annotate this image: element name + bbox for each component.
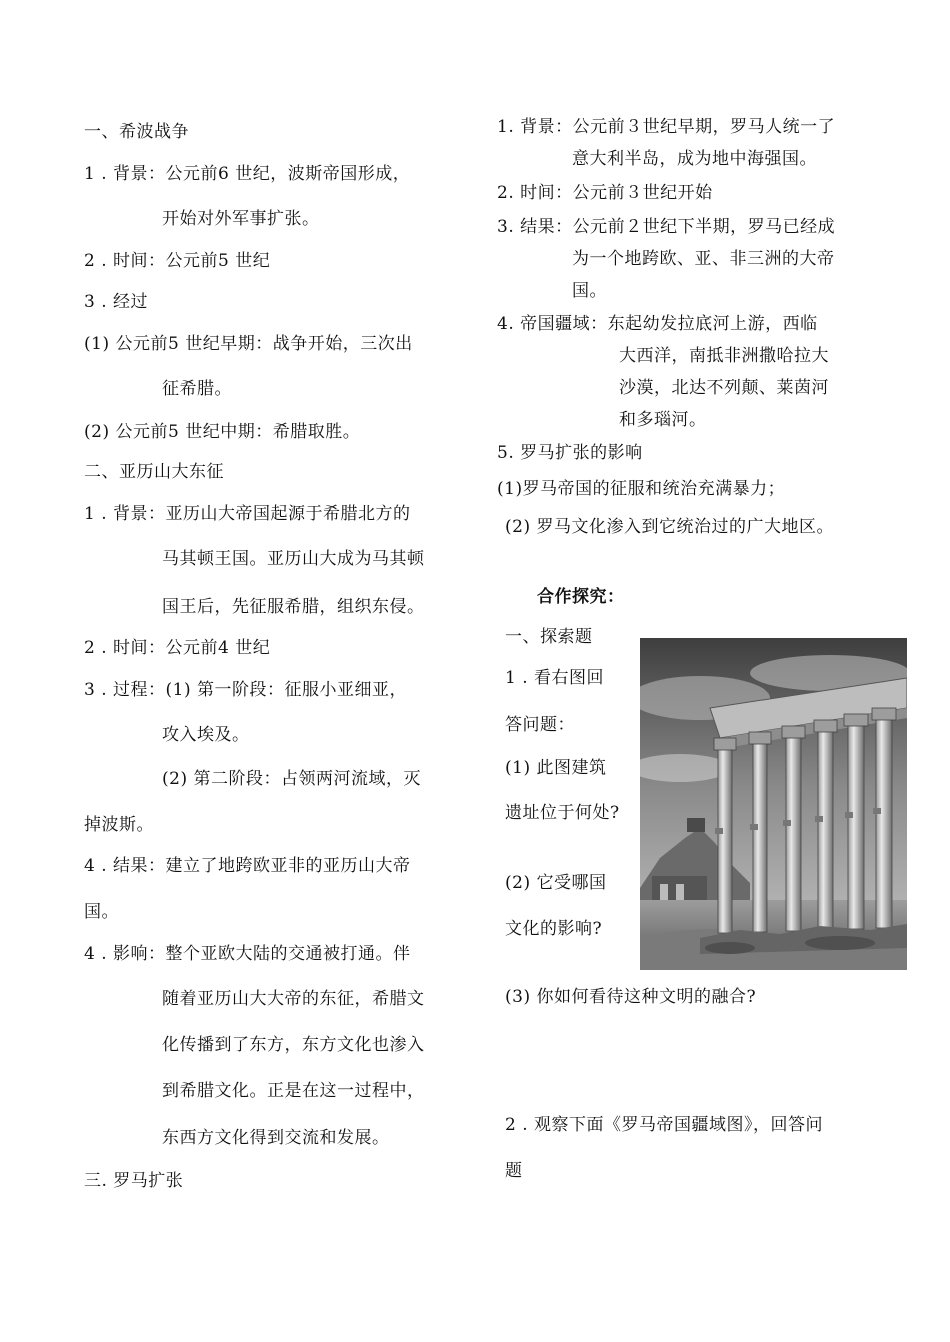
text-line: 随着亚历山大大帝的东征，希腊文 [162,989,425,1009]
text-line: 3. 结果：公元前２世纪下半期，罗马已经成 [497,217,836,237]
text-line: 3 . 过程：(1) 第一阶段：征服小亚细亚， [84,680,408,700]
text-line: 东西方文化得到交流和发展。 [162,1128,390,1148]
text-line: 1 . 背景：亚历山大帝国起源于希腊北方的 [84,504,411,524]
text-line: 遗址位于何处? [505,803,620,823]
text-line: 沙漠，北达不列颠、莱茵河 [619,378,829,398]
text-line: 2 . 时间：公元前5 世纪 [84,251,271,271]
text-line: 攻入埃及。 [162,725,250,745]
text-line: 国。 [572,281,607,301]
text-line: (2) 第二阶段：占领两河流域，灭 [162,769,421,789]
text-line: 5. 罗马扩张的影响 [497,443,643,463]
text-line: 1 . 背景：公元前6 世纪，波斯帝国形成， [84,164,411,184]
text-line: (2) 它受哪国 [505,873,607,893]
text-line: 4 . 结果：建立了地跨欧亚非的亚历山大帝 [84,856,411,876]
text-line: 3 . 经过 [84,292,149,312]
text-line: 1. 背景：公元前３世纪早期，罗马人统一了 [497,117,836,137]
text-line: (1)罗马帝国的征服和统治充满暴力； [497,479,786,499]
ruins-colonnade-photo [640,638,907,970]
text-line: (2) 公元前5 世纪中期：希腊取胜。 [84,422,361,442]
text-line: 到希腊文化。正是在这一过程中， [162,1081,425,1101]
text-line: 国。 [84,902,119,922]
text-line: 大西洋，南抵非洲撒哈拉大 [619,346,829,366]
text-line: 答问题： [505,715,575,735]
text-line: (2) 罗马文化渗入到它统治过的广大地区。 [505,517,834,537]
text-line: 征希腊。 [162,379,232,399]
text-line: 意大利半岛，成为地中海强国。 [572,149,817,169]
text-line: 化传播到了东方，东方文化也渗入 [162,1035,425,1055]
text-line: 开始对外军事扩张。 [162,209,320,229]
text-line: 4. 帝国疆域：东起幼发拉底河上游，西临 [497,314,818,334]
text-line: 2 . 时间：公元前4 世纪 [84,638,271,658]
text-line: 掉波斯。 [84,815,154,835]
text-line: (1) 此图建筑 [505,758,607,778]
text-line: 2 . 观察下面《罗马帝国疆域图》，回答问 [505,1115,824,1135]
text-line: 为一个地跨欧、亚、非三洲的大帝 [572,249,835,269]
text-line: 4 . 影响：整个亚欧大陆的交通被打通。伴 [84,944,411,964]
text-line: 国王后，先征服希腊，组织东侵。 [162,597,425,617]
text-line: 文化的影响? [505,919,603,939]
text-line: 2. 时间：公元前３世纪开始 [497,183,713,203]
text-line: 一、探索题 [505,627,593,647]
section-heading-rome: 三. 罗马扩张 [84,1171,184,1191]
text-line: (3) 你如何看待这种文明的融合? [505,987,757,1007]
text-line: (1) 公元前5 世纪早期：战争开始，三次出 [84,334,413,354]
text-line: 1 . 看右图回 [505,668,605,688]
text-line: 和多瑙河。 [619,410,707,430]
text-line: 题 [505,1161,523,1181]
section-heading-greco-persian-war: 一、希波战争 [84,122,189,142]
cooperative-inquiry-heading: 合作探究： [537,587,625,607]
section-heading-alexander: 二、亚历山大东征 [84,462,224,482]
text-line: 马其顿王国。亚历山大成为马其顿 [162,549,425,569]
